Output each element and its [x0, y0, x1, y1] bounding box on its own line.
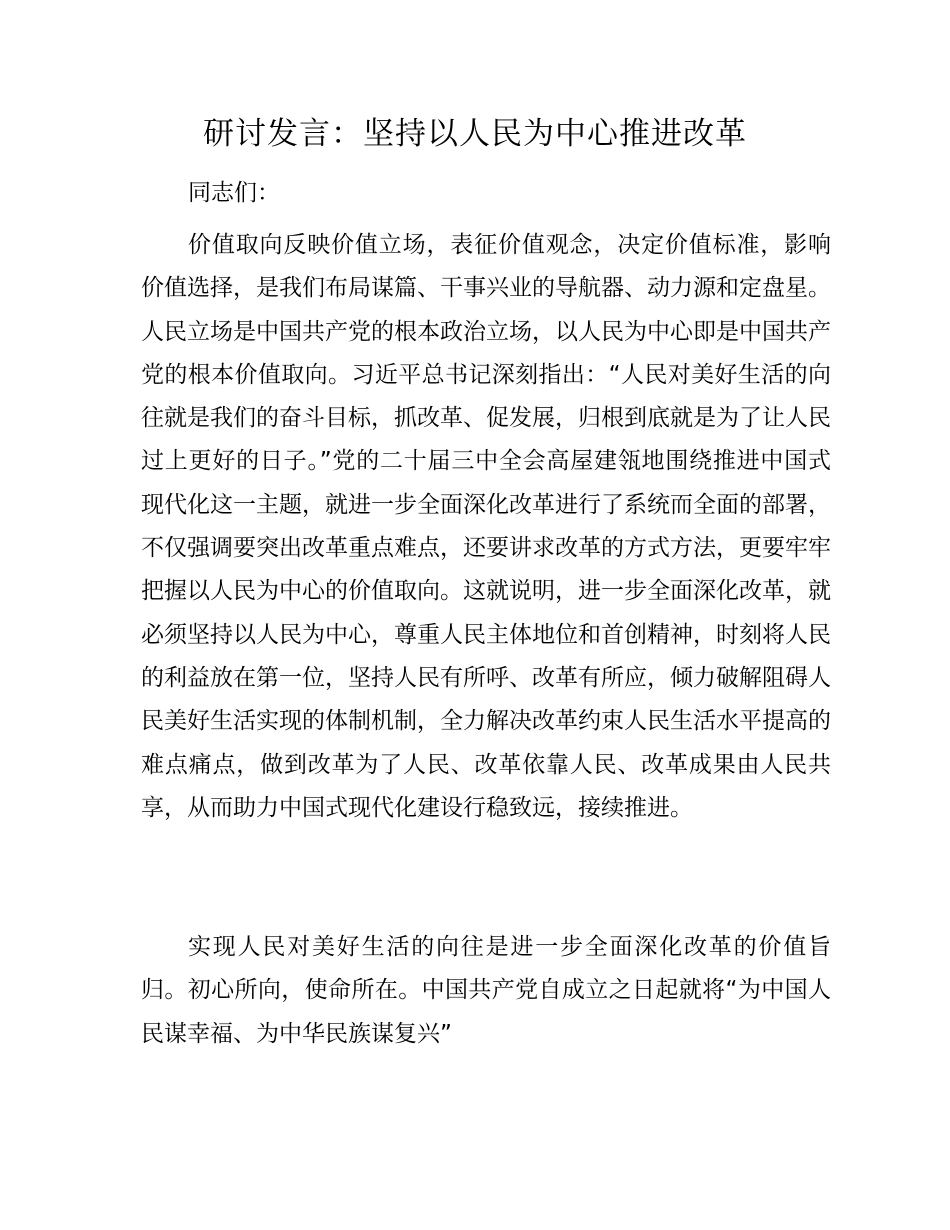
- body-paragraph-2: 实现人民对美好生活的向往是进一步全面深化改革的价值旨归。初心所向，使命所在。中国共产党自成立之日起就将“为中国人民谋幸福、为中华民族谋复兴”: [141, 934, 831, 1047]
- salutation: 同志们：: [188, 180, 280, 206]
- document-title: 研讨发言：坚持以人民为中心推进改革: [203, 116, 747, 152]
- body-paragraph-1: 价值取向反映价值立场，表征价值观念，决定价值标准，影响价值选择，是我们布局谋篇、干事兴业的导航器、动力源和定盘星。人民立场是中国共产党的根本政治立场，以人民为中心即是中国共产党的根本价值取向。习近平总书记深刻指出：“人民对美好生活的向往就是我们的奋斗目标，抓改革、促发展，归根到底就是为了让人民过上更好的日子。”党的二十届三中全会高屋建瓴地围绕推进中国式现代化这一主题，就进一步全面深化改革进行了系统而全面的部署，不仅强调要突出改革重点难点，还要讲求改革的方式方法，更要牢牢把握以人民为中心的价值取向。这就说明，进一步全面深化改革，就必须坚持以人民为中心，尊重人民主体地位和首创精神，时刻将人民的利益放在第一位，坚持人民有所呼、改革有所应，倾力破解阻碍人民美好生活实现的体制机制，全力解决改革约束人民生活水平提高的难点痛点，做到改革为了人民、改革依靠人民、改革成果由人民共享，从而助力中国式现代化建设行稳致远，接续推进。: [141, 232, 831, 821]
